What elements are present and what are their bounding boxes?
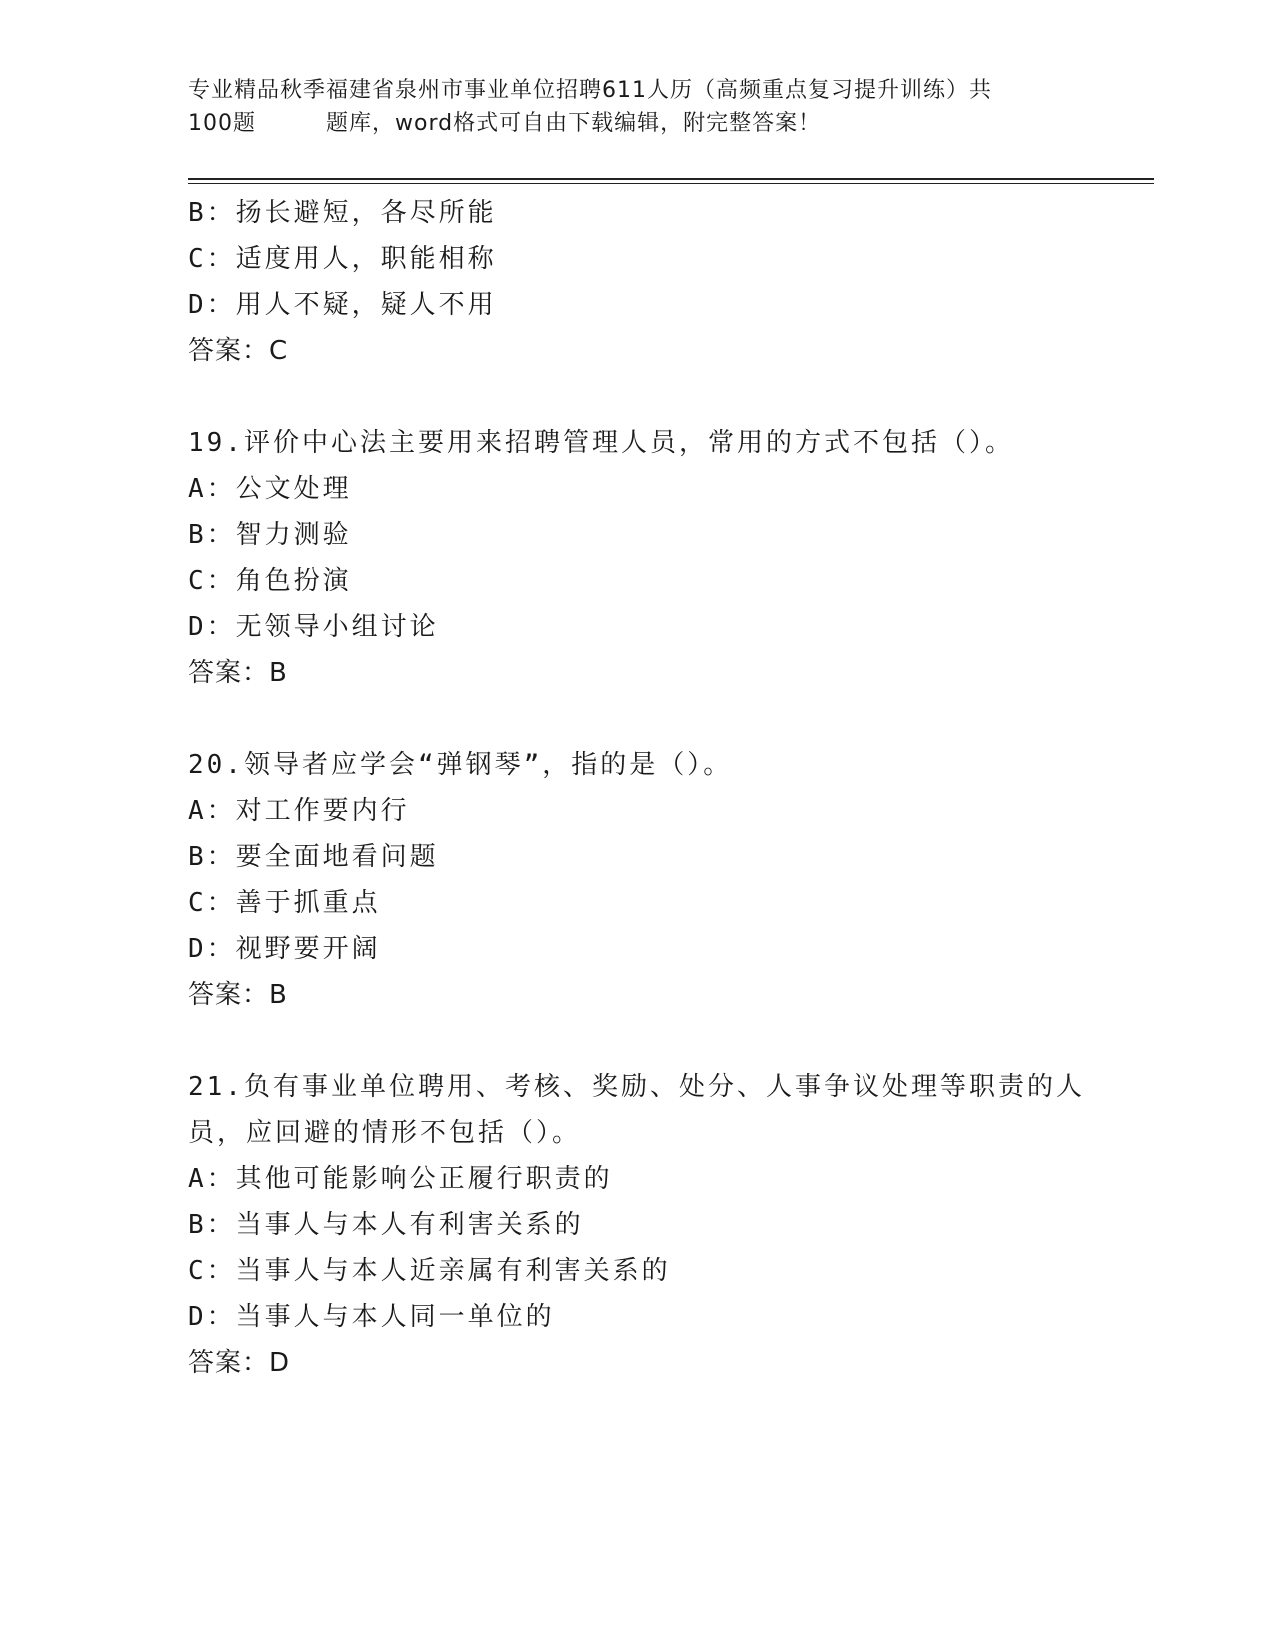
option-c: C：当事人与本人近亲属有利害关系的: [188, 1256, 671, 1286]
question-list: [188, 190, 1108, 1386]
option-b: B：当事人与本人有利害关系的: [188, 1210, 584, 1240]
answer: 答案：B: [188, 980, 288, 1010]
header-line-1: 专业精品秋季福建省泉州市事业单位招聘611人历（高频重点复习提升训练）共: [188, 78, 992, 103]
question-21: [188, 1064, 1108, 1386]
answer: 答案：D: [188, 1348, 291, 1378]
header-line-2: [188, 107, 1068, 140]
option-c: C：善于抓重点: [188, 888, 381, 918]
question-stem-line-1: 21.负有事业单位聘用、考核、奖励、处分、人事争议处理等职责的人: [188, 1072, 1085, 1102]
option-b: B：扬长避短，各尽所能: [188, 198, 497, 228]
option-d: D：无领导小组讨论: [188, 612, 439, 642]
option-b: B：要全面地看问题: [188, 842, 439, 872]
header-question-count: 100题: [188, 111, 256, 136]
option-c: C：角色扮演: [188, 566, 352, 596]
document-header: [188, 74, 1068, 140]
header-description: 题库，word格式可自由下载编辑，附完整答案！: [326, 111, 822, 136]
question-stem-line-2: 员，应回避的情形不包括（）。: [188, 1118, 582, 1148]
option-a: A：其他可能影响公正履行职责的: [188, 1164, 613, 1194]
option-d: D：用人不疑，疑人不用: [188, 290, 497, 320]
question-stem: 19.评价中心法主要用来招聘管理人员，常用的方式不包括（）。: [188, 428, 1014, 458]
answer: 答案：C: [188, 336, 289, 366]
question-19: [188, 420, 1108, 696]
question-20: [188, 742, 1108, 1018]
question-18: [188, 190, 1108, 374]
option-d: D：当事人与本人同一单位的: [188, 1302, 555, 1332]
option-d: D：视野要开阔: [188, 934, 381, 964]
option-b: B：智力测验: [188, 520, 352, 550]
question-stem: 20.领导者应学会“弹钢琴”，指的是（）。: [188, 750, 733, 780]
option-a: A：公文处理: [188, 474, 352, 504]
option-c: C：适度用人，职能相称: [188, 244, 497, 274]
header-divider-thick: [188, 178, 1154, 180]
option-a: A：对工作要内行: [188, 796, 410, 826]
header-divider-thin: [188, 183, 1154, 184]
answer: 答案：B: [188, 658, 288, 688]
